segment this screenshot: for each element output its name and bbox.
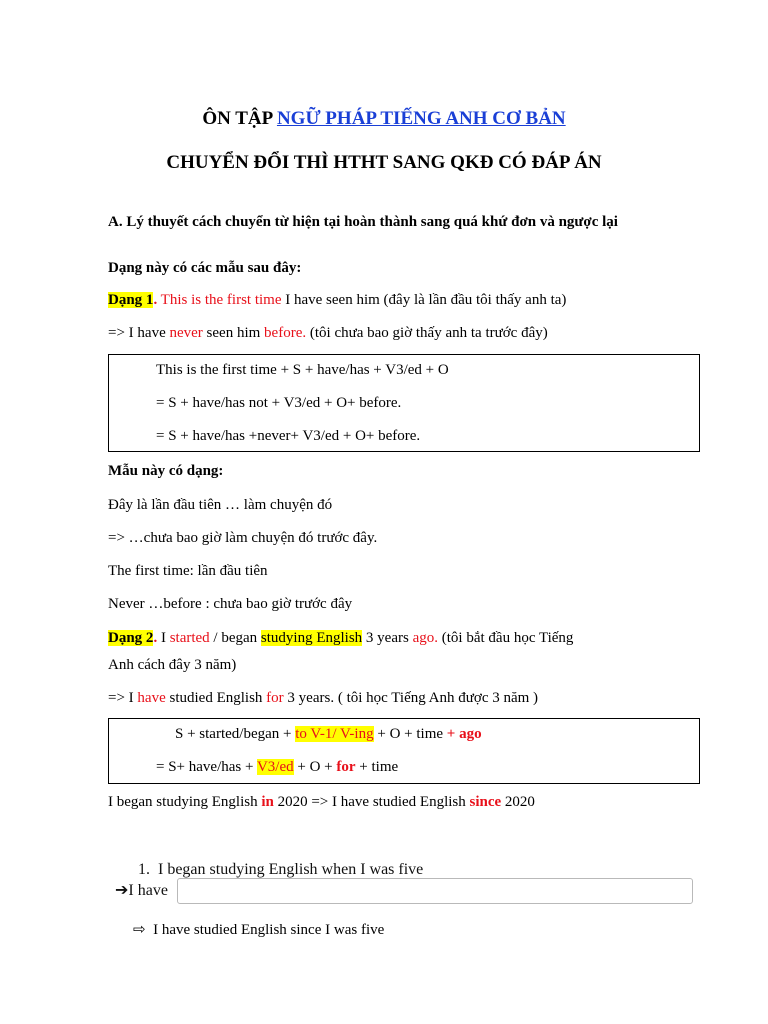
dang1-l2-a: => I have	[108, 325, 170, 341]
formula-1-line-3: = S + have/has +never+ V3/ed + O+ before.	[156, 428, 421, 444]
exercise-question: I began studying English when I was five	[158, 861, 424, 878]
dang2-l2-b: studied English	[165, 690, 267, 706]
f2-c: + time	[355, 759, 399, 775]
f2-a: = S+ have/has +	[156, 759, 257, 775]
to-v-highlight: to V-1/ V-ing	[295, 726, 374, 742]
example-a: I began studying English	[108, 794, 262, 810]
started-word: started	[169, 630, 210, 646]
exercise-answer	[133, 920, 384, 939]
dang2-label: Dạng 2	[108, 630, 154, 646]
page-subtitle: CHUYỂN ĐỔI THÌ HTHT SANG QKĐ CÓ ĐÁP ÁN	[166, 152, 602, 173]
f1-b: + O + time	[373, 726, 447, 742]
patterns-intro: Dạng này có các mẫu sau đây:	[108, 260, 302, 276]
form-heading: Mẫu này có dạng:	[108, 463, 224, 479]
example-c: 2020	[501, 794, 535, 810]
form-line-1: Đây là lần đầu tiên … làm chuyện đó	[108, 497, 333, 513]
dang2-l1-a: I	[157, 630, 170, 646]
grammar-link[interactable]: NGỮ PHÁP TIẾNG ANH CƠ BẢN	[276, 108, 566, 129]
form-line-3: The first time: lần đầu tiên	[108, 563, 268, 579]
example-line	[108, 794, 535, 811]
answer-text: I have studied English since I was five	[153, 922, 385, 938]
dang1-l2-c: (tôi chưa bao giờ thấy anh ta trước đây)	[306, 325, 548, 341]
dang2-line2	[108, 690, 538, 707]
section-a-heading: A. Lý thuyết cách chuyển từ hiện tại hoàn thành sang quá khứ đơn và ngược lại	[108, 214, 618, 230]
dang1-red-phrase: This is the first time	[157, 292, 282, 308]
dang2-l1-d: (tôi bắt đầu học Tiếng	[438, 630, 574, 646]
dang1-line	[108, 292, 566, 309]
title-prefix: ÔN TẬP	[202, 108, 277, 129]
dang2-line-cont: Anh cách đây 3 năm)	[108, 657, 237, 673]
have-word: have	[137, 690, 166, 706]
in-word: in	[261, 794, 274, 810]
formula-2-line-1	[175, 726, 482, 743]
hollow-arrow-icon: ⇨	[133, 922, 146, 938]
since-word: since	[469, 794, 502, 810]
arrow-icon: ➔	[115, 882, 129, 899]
exercise-item	[138, 861, 423, 879]
v3-highlight: V3/ed	[256, 759, 294, 775]
never-word: never	[169, 325, 203, 341]
dang2-l1-b: / began	[209, 630, 261, 646]
f1-a: S + started/began +	[175, 726, 296, 742]
exercise-number: 1.	[138, 861, 150, 878]
dang2-l1-c: 3 years	[362, 630, 413, 646]
for-bold: for	[336, 759, 356, 775]
ago-word: ago.	[412, 630, 438, 646]
for-word: for	[266, 690, 284, 706]
dang1-line2	[108, 325, 548, 342]
form-line-4: Never …before : chưa bao giờ trước đây	[108, 596, 353, 612]
exercise-answer-prompt	[115, 880, 168, 900]
form-line-2: => …chưa bao giờ làm chuyện đó trước đây.	[108, 530, 378, 546]
dang1-l2-b: seen him	[202, 325, 265, 341]
dang2-dot: .	[153, 630, 158, 646]
dang2-line	[108, 630, 573, 647]
formula-1-line-2: = S + have/has not + V3/ed + O+ before.	[156, 395, 402, 411]
clipped-text-line	[172, 906, 472, 909]
answer-input[interactable]	[177, 878, 693, 904]
dang1-label: Dạng 1	[108, 292, 154, 308]
dang2-l2-c: 3 years. ( tôi học Tiếng Anh được 3 năm )	[283, 690, 539, 706]
plus-ago: + ago	[446, 726, 482, 742]
formula-2-line-2	[156, 759, 398, 776]
dang1-dot: .	[153, 292, 158, 308]
dang2-l2-a: => I	[108, 690, 138, 706]
f2-b: + O +	[293, 759, 337, 775]
studying-english-highlight: studying English	[260, 630, 363, 646]
page-title	[0, 108, 768, 130]
formula-1-line-1: This is the first time + S + have/has + V3/ed + O	[156, 362, 449, 378]
dang1-rest: I have seen him (đây là lần đầu tôi thấy anh ta)	[281, 292, 567, 308]
example-b: 2020 => I have studied English	[273, 794, 470, 810]
answer-prefix: I have	[128, 882, 168, 899]
before-word: before.	[264, 325, 307, 341]
